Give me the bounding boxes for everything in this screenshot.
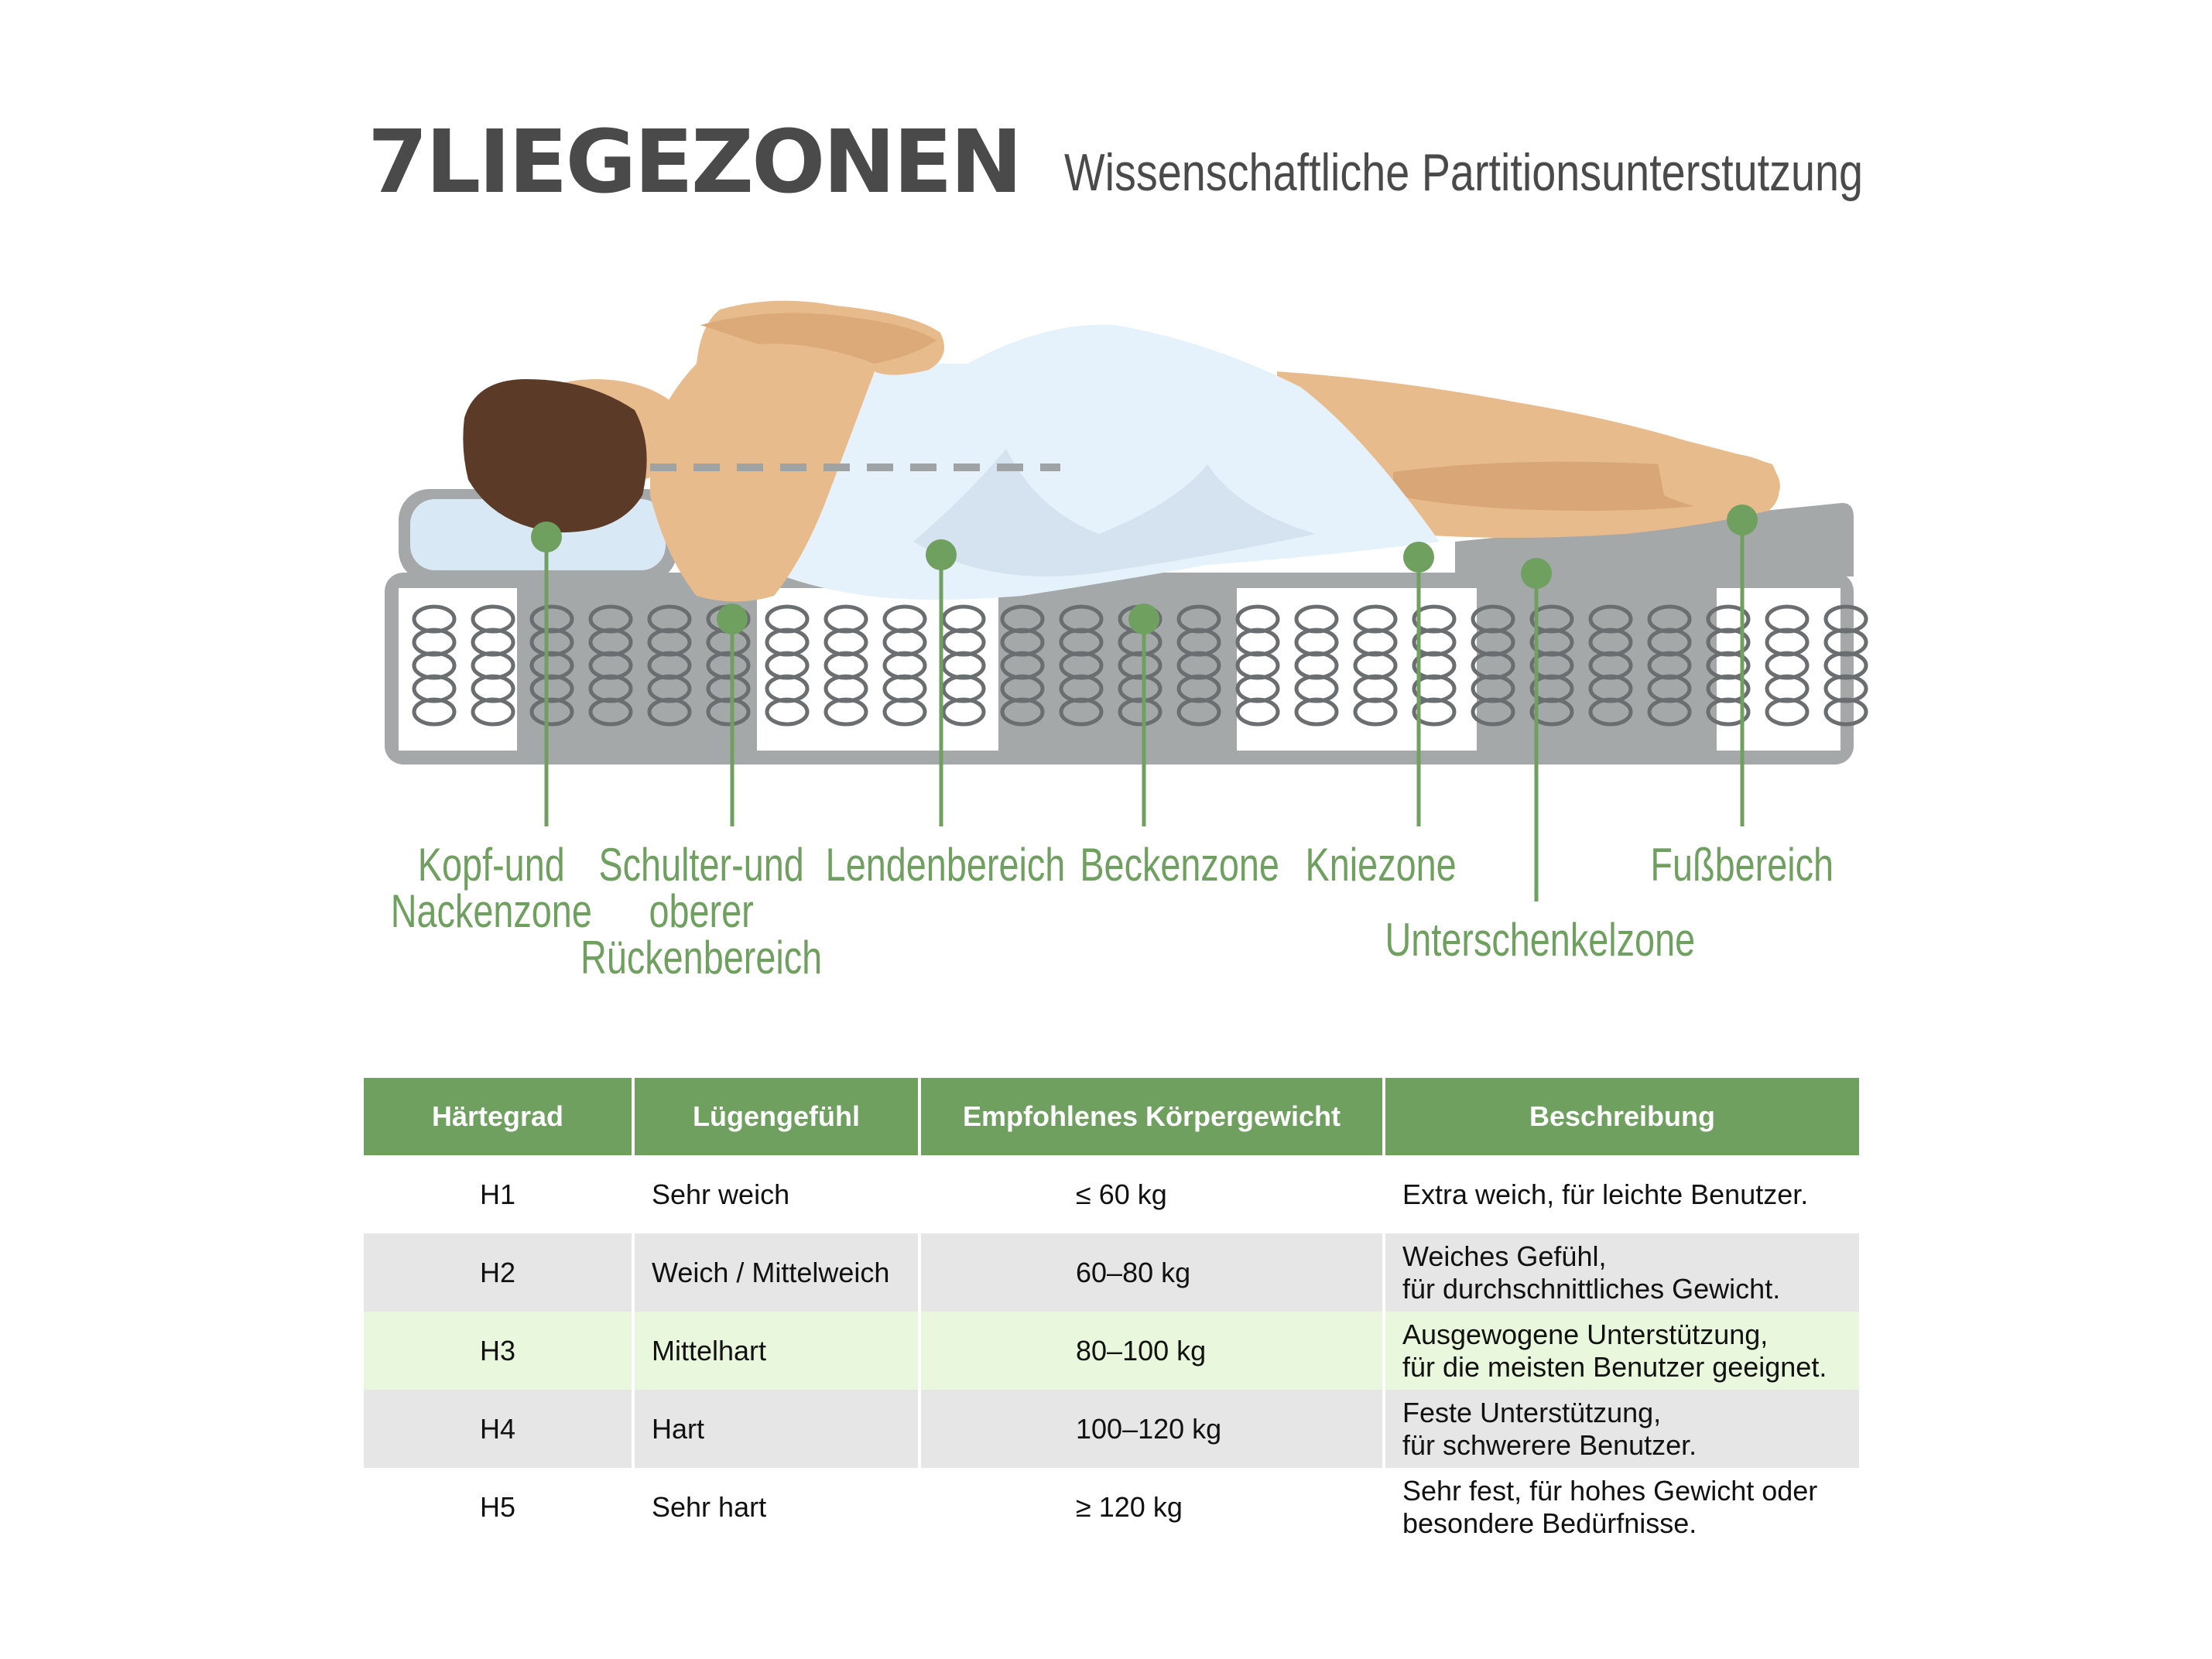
cell-feel: Mittelhart <box>635 1312 921 1390</box>
table-row <box>364 1468 1859 1546</box>
zone-label <box>825 839 1065 891</box>
zone-marker-dot <box>1128 604 1159 635</box>
table-row <box>364 1312 1859 1390</box>
cell-grade: H5 <box>364 1468 635 1546</box>
zone-label-line: Lendenbereich <box>825 839 1065 891</box>
cell-grade: H1 <box>364 1155 635 1233</box>
hardness-table <box>364 1078 1859 1546</box>
zone-label <box>580 839 823 983</box>
cell-description: Sehr fest, für hohes Gewicht oder besondere Bedürfnisse. <box>1402 1474 1818 1539</box>
cell-weight: 60–80 kg <box>921 1233 1385 1312</box>
zone-label <box>1080 839 1279 891</box>
header-liegegefuehl: Lügengefühl <box>635 1078 921 1155</box>
cell-weight: 100–120 kg <box>921 1390 1385 1468</box>
zone-label-line: Unterschenkelzone <box>1385 914 1696 966</box>
zone-label-line: oberer <box>649 885 754 937</box>
cell-grade: H2 <box>364 1233 635 1312</box>
zone-marker-dot <box>926 539 957 570</box>
header-haertegrad: Härtegrad <box>364 1078 635 1155</box>
table-header <box>364 1078 1859 1155</box>
header-koerpergewicht: Empfohlenes Körpergewicht <box>921 1078 1385 1155</box>
title-main: 7LIEGEZONEN <box>368 112 1021 213</box>
zone-marker-dot <box>1521 558 1552 589</box>
cell-feel: Sehr hart <box>635 1468 921 1546</box>
mattress-zone-block <box>998 588 1237 751</box>
cell-grade: H3 <box>364 1312 635 1390</box>
cell-weight: ≥ 120 kg <box>921 1468 1385 1546</box>
cell-description: Feste Unterstützung, für schwerere Benutzer. <box>1402 1396 1697 1461</box>
zone-marker-dot <box>717 604 748 635</box>
zone-label <box>1649 839 1834 891</box>
mattress-zone-block <box>757 588 998 751</box>
zone-marker-dot <box>531 522 562 552</box>
zone-label <box>390 839 592 937</box>
zone-label <box>1385 914 1696 966</box>
header-beschreibung: Beschreibung <box>1529 1100 1716 1132</box>
zone-label-line: Rückenbereich <box>580 932 823 983</box>
mattress-zone-block <box>1717 588 1840 751</box>
zone-label-line: Kopf-und <box>417 839 565 891</box>
cell-feel: Sehr weich <box>635 1155 921 1233</box>
table-row <box>364 1390 1859 1468</box>
zone-label-line: Kniezone <box>1305 839 1457 891</box>
cell-description: Ausgewogene Unterstützung, für die meisten Benutzer geeignet. <box>1402 1318 1827 1383</box>
zone-label-line: Fußbereich <box>1649 839 1834 891</box>
cell-weight: 80–100 kg <box>921 1312 1385 1390</box>
zone-label-line: Nackenzone <box>390 885 592 937</box>
cell-feel: Hart <box>635 1390 921 1468</box>
cell-feel: Weich / Mittelweich <box>635 1233 921 1312</box>
zone-label-line: Beckenzone <box>1080 839 1279 891</box>
table-row <box>364 1155 1859 1233</box>
zone-marker-dot <box>1403 542 1434 573</box>
cell-description: Extra weich, für leichte Benutzer. <box>1402 1178 1809 1210</box>
zone-label <box>1305 839 1457 891</box>
title-subtitle: Wissenschaftliche Partitionsunterstutzung <box>1064 143 1864 202</box>
zone-marker-dot <box>1727 505 1758 535</box>
table-row <box>364 1233 1859 1312</box>
zone-label-line: Schulter-und <box>598 839 804 891</box>
cell-grade: H4 <box>364 1390 635 1468</box>
cell-description: Weiches Gefühl, für durchschnittliches Gewicht. <box>1402 1240 1781 1305</box>
cell-weight: ≤ 60 kg <box>921 1155 1385 1233</box>
